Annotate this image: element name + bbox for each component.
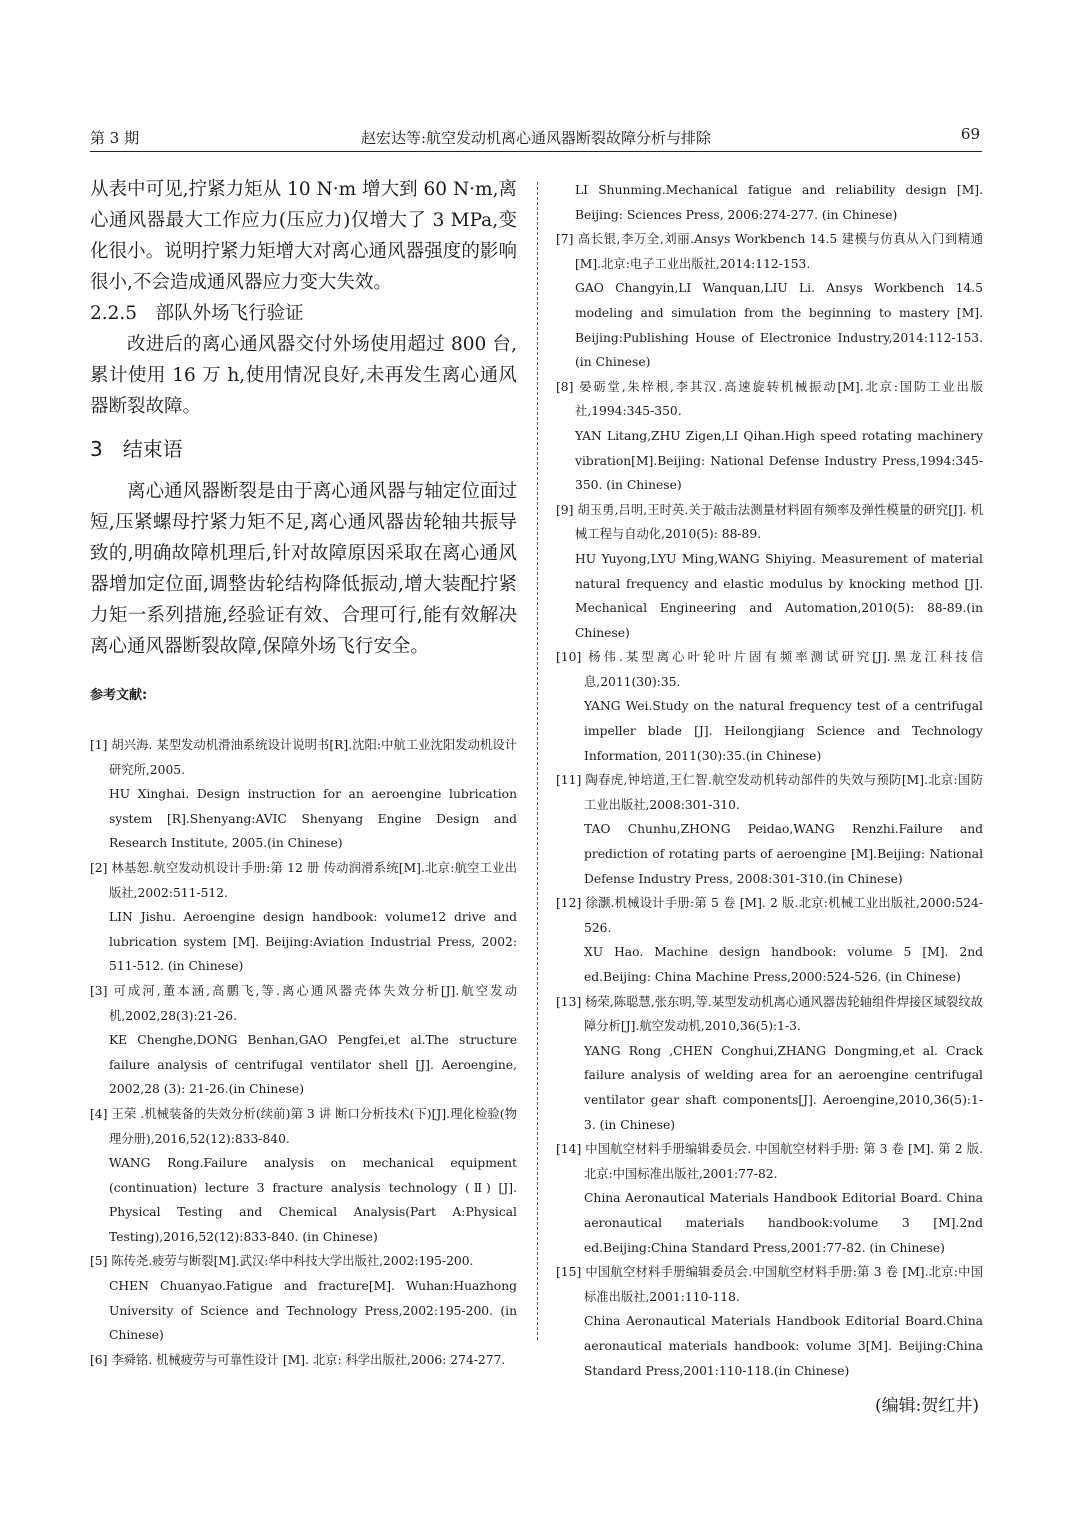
reference-zh: [6] 李舜铭. 机械疲劳与可靠性设计 [M]. 北京: 科学出版社,2006: 274-277. (90, 1352, 506, 1367)
reference-zh: [3] 可成河,董本涵,高鹏飞,等.离心通风器壳体失效分析[J].航空发动机,2002,28(3):21-26. (90, 983, 517, 1023)
page-number: 69 (960, 125, 980, 143)
section-3-heading: 3 结束语 (90, 437, 183, 461)
reference-item-12 (556, 891, 983, 989)
reference-zh: [14] 中国航空材料手册编辑委员会. 中国航空材料手册: 第 3 卷 [M]. 第 2 版.北京:中国标准出版社,2001:77-82. (556, 1142, 983, 1181)
reference-item-14 (556, 1137, 983, 1260)
reference-en: GAO Changyin,LI Wanquan,LIU Li. Ansys Workbench 14.5 modeling and simulation from the beginning to mastery [M]. Beijing:Publishing House of Electronice Industry,2014:112-153. (in Chinese) (575, 281, 983, 370)
reference-en: LIN Jishu. Aeroengine design handbook: volume12 drive and lubrication system [M]. Beijing:Aviation Industrial Press, 2002: 511-512. (in Chinese) (109, 910, 517, 974)
reference-list-left (90, 733, 517, 1372)
body-text (90, 174, 517, 422)
reference-en: TAO Chunhu,ZHONG Peidao,WANG Renzhi.Failure and prediction of rotating parts of aeroengine [M].Beijing: National Defense Industry Press, 2008:301-310.(in Chinese) (584, 822, 983, 886)
editor-note: (编辑:贺红井) (875, 1396, 979, 1417)
reference-zh: [7] 高长银,李万全,刘丽.Ansys Workbench 14.5 建模与仿真从入门到精通[M].北京:电子工业出版社,2014:112-153. (556, 232, 983, 271)
subheading-2-2-5: 2.2.5 部队外场飞行验证 (90, 303, 304, 324)
reference-zh: [10] 杨伟.某型离心叶轮叶片固有频率测试研究[J].黑龙江科技信息,2011(30):35. (556, 650, 983, 689)
reference-item-11 (556, 768, 983, 891)
column-divider (537, 182, 538, 1340)
reference-zh: [4] 王荣 .机械装备的失效分析(续前)第 3 讲 断口分析技术(下)[J].理化检验(物理分册),2016,52(12):833-840. (90, 1106, 517, 1146)
reference-item-6 (90, 1348, 517, 1373)
reference-zh: [8] 晏砺堂,朱梓根,李其汉.高速旋转机械振动[M].北京:国防工业出版社,1994:345-350. (556, 379, 983, 419)
reference-en: YAN Litang,ZHU Zigen,LI Qihan.High speed rotating machinery vibration[M].Beijing: National Defense Industry Press,1994:345-350. (in Chinese) (575, 428, 983, 493)
paragraph-field-validation: 改进后的离心通风器交付外场使用超过 800 台,累计使用 16 万 h,使用情况良好,未再发生离心通风器断裂故障。 (90, 334, 517, 417)
references-heading: 参考文献: (90, 688, 148, 703)
reference-en: YANG Rong ,CHEN Conghui,ZHANG Dongming,et al. Crack failure analysis of welding area for an aeroengine centrifugal ventilator gear shaft components[J]. Aeroengine,2010,36(5):1-3. (in Chinese) (584, 1043, 983, 1132)
reference-zh: [13] 杨荣,陈聪慧,张东明,等.某型发动机离心通风器齿轮轴组件焊接区域裂纹故障分析[J].航空发动机,2010,36(5):1-3. (556, 994, 983, 1034)
reference-zh: [1] 胡兴海. 某型发动机滑油系统设计说明书[R].沈阳:中航工业沈阳发动机设计研究所,2005. (90, 738, 517, 777)
reference-en: LI Shunming.Mechanical fatigue and reliability design [M]. Beijing: Sciences Press, 2006:274-277. (in Chinese) (575, 183, 983, 222)
reference-en: China Aeronautical Materials Handbook Editorial Board. China aeronautical materials handbook:volume 3 [M].2nd ed.Beijing:China Standard Press,2001:77-82. (in Chinese) (584, 1191, 983, 1255)
reference-en: HU Yuyong,LYU Ming,WANG Shiying. Measurement of material natural frequency and elastic modulus by knocking method [J]. Mechanical Engineering and Automation,2010(5): 88-89.(in Chinese) (575, 551, 983, 640)
reference-item-4 (90, 1102, 517, 1250)
conclusion-block (90, 476, 517, 662)
issue-label: 第 3 期 (90, 129, 140, 147)
reference-zh: [15] 中国航空材料手册编辑委员会.中国航空材料手册:第 3 卷 [M].北京:中国标准出版社,2001:110-118. (556, 1265, 983, 1304)
reference-item-9 (556, 498, 983, 646)
right-column (556, 178, 983, 1416)
reference-zh: [11] 陶春虎,钟培道,王仁智.航空发动机转动部件的失效与预防[M].北京:国防工业出版社,2008:301-310. (556, 773, 983, 812)
reference-en: WANG Rong.Failure analysis on mechanical equipment (continuation) lecture 3 fracture analysis technology (Ⅱ) [J]. Physical Testing and Chemical Analysis(Part A:Physical Testing),2016,52(12):833-840. (in Chinese) (109, 1156, 517, 1244)
reference-item-5 (90, 1249, 517, 1347)
reference-item-1 (90, 733, 517, 856)
reference-en: XU Hao. Machine design handbook: volume 5 [M]. 2nd ed.Beijing: China Machine Press,2000:524-526. (in Chinese) (584, 945, 983, 984)
reference-en: YANG Wei.Study on the natural frequency test of a centrifugal impeller blade [J]. Heilongjiang Science and Technology Information, 2011(30):35.(in Chinese) (584, 699, 983, 763)
reference-zh: [5] 陈传尧.疲劳与断裂[M].武汉:华中科技大学出版社,2002:195-200. (90, 1254, 474, 1269)
left-column (90, 174, 517, 1372)
reference-zh: [12] 徐灏.机械设计手册:第 5 卷 [M]. 2 版.北京:机械工业出版社,2000:524-526. (556, 896, 983, 935)
reference-item-13 (556, 990, 983, 1138)
running-header (90, 125, 982, 152)
reference-en: China Aeronautical Materials Handbook Editorial Board.China aeronautical materials handbook: volume 3[M]. Beijing:China Standard Press,2001:110-118.(in Chinese) (584, 1314, 983, 1378)
reference-en: CHEN Chuanyao.Fatigue and fracture[M]. Wuhan:Huazhong University of Science and Technology Press,2002:195-200. (in Chinese) (109, 1279, 517, 1343)
reference-item-2 (90, 856, 517, 979)
reference-item-7 (556, 227, 983, 375)
reference-item-3 (90, 979, 517, 1102)
reference-item-8 (556, 375, 983, 498)
reference-item-10 (556, 645, 983, 768)
reference-zh: [2] 林基恕.航空发动机设计手册:第 12 册 传动润滑系统[M].北京:航空工业出版社,2002:511-512. (90, 860, 517, 900)
reference-item-15 (556, 1260, 983, 1383)
reference-item-6-continued (556, 178, 983, 227)
reference-en: HU Xinghai. Design instruction for an aeroengine lubrication system [R].Shenyang:AVIC Shenyang Engine Design and Research Institute, 2005.(in Chinese) (109, 787, 517, 851)
reference-en: KE Chenghe,DONG Benhan,GAO Pengfei,et al.The structure failure analysis of centrifugal ventilator shell [J]. Aeroengine, 2002,28 (3): 21-26.(in Chinese) (109, 1033, 517, 1097)
paragraph-torque-result: 从表中可见,拧紧力矩从 10 N·m 增大到 60 N·m,离心通风器最大工作应力(压应力)仅增大了 3 MPa,变化很小。说明拧紧力矩增大对离心通风器强度的影响很小,不会造成通风器应力变大失效。 (90, 179, 517, 293)
paragraph-conclusion: 离心通风器断裂是由于离心通风器与轴定位面过短,压紧螺母拧紧力矩不足,离心通风器齿轮轴共振导致的,明确故障机理后,针对故障原因采取在离心通风器增加定位面,调整齿轮结构降低振动,增大装配拧紧力矩一系列措施,经验证有效、合理可行,能有效解决离心通风器断裂故障,保障外场飞行安全。 (90, 481, 517, 657)
running-title: 赵宏达等:航空发动机离心通风器断裂故障分析与排除 (360, 129, 712, 147)
reference-zh: [9] 胡玉勇,吕明,王时英.关于敲击法测量材料固有频率及弹性模量的研究[J]. 机械工程与自动化,2010(5): 88-89. (556, 502, 983, 542)
